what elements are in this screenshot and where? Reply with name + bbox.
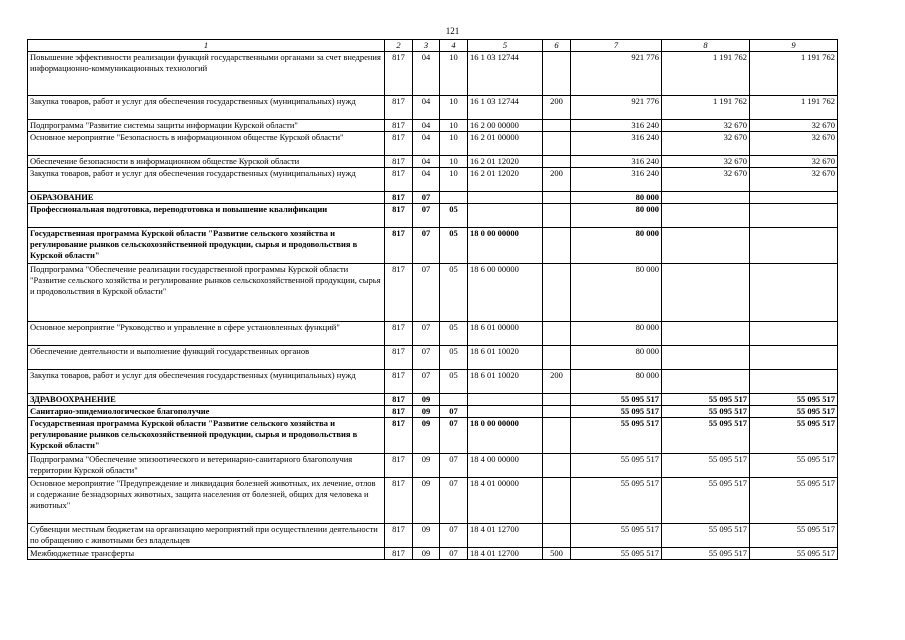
row-code-section: 07 (413, 370, 440, 394)
row-amount-col7: 55 095 517 (571, 548, 662, 560)
row-code-section: 07 (413, 192, 440, 204)
row-code-ministry: 817 (385, 204, 413, 228)
row-amount-col7: 55 095 517 (571, 406, 662, 418)
row-amount-col7: 316 240 (571, 156, 662, 168)
row-amount-col9: 55 095 517 (750, 418, 838, 454)
row-amount-col8: 1 191 762 (662, 52, 750, 96)
header-cell: 5 (468, 40, 543, 52)
row-code-expense-type: 200 (543, 168, 571, 192)
row-code-subsection: 10 (440, 132, 468, 156)
row-code-article (468, 406, 543, 418)
row-name: Основное мероприятие "Безопасность в информационном обществе Курской области" (28, 132, 385, 156)
row-amount-col7: 55 095 517 (571, 454, 662, 478)
row-name: Подпрограмма "Развитие системы защиты информации Курской области" (28, 120, 385, 132)
row-code-ministry: 817 (385, 132, 413, 156)
header-cell: 4 (440, 40, 468, 52)
header-cell: 6 (543, 40, 571, 52)
row-code-ministry: 817 (385, 264, 413, 322)
row-code-expense-type: 200 (543, 370, 571, 394)
row-code-subsection: 10 (440, 156, 468, 168)
row-amount-col7: 316 240 (571, 120, 662, 132)
row-amount-col9: 55 095 517 (750, 548, 838, 560)
row-code-expense-type (543, 132, 571, 156)
row-code-expense-type (543, 120, 571, 132)
table-row (28, 394, 838, 406)
table-row (28, 418, 838, 454)
table-row (28, 370, 838, 394)
row-amount-col8: 32 670 (662, 156, 750, 168)
header-cell: 9 (750, 40, 838, 52)
row-name: Основное мероприятие "Предупреждение и ликвидация болезней животных, их лечение, отлов и содержание безнадзорных животных, защита населения от болезней, общих для человека и животных" (28, 478, 385, 524)
row-code-section: 09 (413, 524, 440, 548)
row-code-expense-type (543, 418, 571, 454)
row-code-expense-type (543, 406, 571, 418)
row-name: Санитарно-эпидемиологическое благополучие (28, 406, 385, 418)
header-cell: 7 (571, 40, 662, 52)
row-code-expense-type: 500 (543, 548, 571, 560)
row-amount-col9: 55 095 517 (750, 478, 838, 524)
table-row (28, 156, 838, 168)
row-amount-col9 (750, 346, 838, 370)
row-code-section: 09 (413, 418, 440, 454)
row-amount-col7: 80 000 (571, 204, 662, 228)
header-cell: 3 (413, 40, 440, 52)
row-amount-col7: 921 776 (571, 96, 662, 120)
table-row (28, 52, 838, 96)
row-code-expense-type (543, 52, 571, 96)
row-name: Подпрограмма "Обеспечение эпизоотического и ветеринарно-санитарного благополучия территории Курской области" (28, 454, 385, 478)
row-amount-col9: 55 095 517 (750, 406, 838, 418)
row-amount-col8 (662, 322, 750, 346)
row-amount-col8: 1 191 762 (662, 96, 750, 120)
row-code-section: 04 (413, 156, 440, 168)
row-amount-col9: 32 670 (750, 132, 838, 156)
row-name: Обеспечение деятельности и выполнение функций государственных органов (28, 346, 385, 370)
row-amount-col8 (662, 370, 750, 394)
row-amount-col7: 80 000 (571, 370, 662, 394)
row-amount-col8: 32 670 (662, 132, 750, 156)
row-code-article: 18 0 00 00000 (468, 228, 543, 264)
row-code-subsection: 10 (440, 120, 468, 132)
row-code-ministry: 817 (385, 322, 413, 346)
row-amount-col8: 55 095 517 (662, 478, 750, 524)
row-amount-col7: 921 776 (571, 52, 662, 96)
row-name: Субвенции местным бюджетам на организацию мероприятий при осуществлении деятельности по обращению с животными без владельцев (28, 524, 385, 548)
row-code-ministry: 817 (385, 370, 413, 394)
table-row (28, 524, 838, 548)
row-amount-col8: 55 095 517 (662, 418, 750, 454)
row-code-subsection: 10 (440, 52, 468, 96)
row-code-subsection: 05 (440, 204, 468, 228)
row-code-expense-type: 200 (543, 96, 571, 120)
row-code-article: 16 2 00 00000 (468, 120, 543, 132)
row-code-expense-type (543, 204, 571, 228)
row-amount-col9 (750, 228, 838, 264)
table-row (28, 120, 838, 132)
row-code-expense-type (543, 478, 571, 524)
row-code-ministry: 817 (385, 96, 413, 120)
row-name: Государственная программа Курской области "Развитие сельского хозяйства и регулирование рынков сельскохозяйственной продукции, сырья и продовольствия в Курской области" (28, 228, 385, 264)
row-code-ministry: 817 (385, 168, 413, 192)
table-row (28, 548, 838, 560)
row-code-article: 18 4 01 00000 (468, 478, 543, 524)
row-code-subsection: 05 (440, 264, 468, 322)
header-row (28, 40, 838, 52)
row-amount-col9: 55 095 517 (750, 454, 838, 478)
row-code-article: 18 4 01 12700 (468, 524, 543, 548)
row-amount-col8: 55 095 517 (662, 454, 750, 478)
row-code-ministry: 817 (385, 454, 413, 478)
row-name: Профессиональная подготовка, переподготовка и повышение квалификации (28, 204, 385, 228)
row-code-subsection: 07 (440, 548, 468, 560)
row-code-subsection (440, 192, 468, 204)
row-code-ministry: 817 (385, 394, 413, 406)
row-code-ministry: 817 (385, 418, 413, 454)
row-amount-col8 (662, 264, 750, 322)
row-code-section: 04 (413, 132, 440, 156)
header-cell: 8 (662, 40, 750, 52)
row-amount-col9: 55 095 517 (750, 394, 838, 406)
row-code-expense-type (543, 228, 571, 264)
row-code-section: 09 (413, 548, 440, 560)
row-code-section: 04 (413, 96, 440, 120)
row-code-subsection: 05 (440, 322, 468, 346)
row-code-subsection: 10 (440, 168, 468, 192)
table-row (28, 406, 838, 418)
row-code-section: 07 (413, 346, 440, 370)
row-amount-col9: 1 191 762 (750, 52, 838, 96)
row-amount-col8 (662, 204, 750, 228)
row-code-ministry: 817 (385, 52, 413, 96)
row-name: Государственная программа Курской области "Развитие сельского хозяйства и регулирование рынков сельскохозяйственной продукции, сырья и продовольствия в Курской области" (28, 418, 385, 454)
row-amount-col7: 316 240 (571, 168, 662, 192)
row-code-article: 16 1 03 12744 (468, 96, 543, 120)
table-row (28, 96, 838, 120)
row-amount-col7: 55 095 517 (571, 418, 662, 454)
table-row (28, 322, 838, 346)
row-code-section: 07 (413, 322, 440, 346)
header-cell: 1 (28, 40, 385, 52)
row-amount-col7: 55 095 517 (571, 478, 662, 524)
row-amount-col7: 55 095 517 (571, 394, 662, 406)
row-code-subsection: 10 (440, 96, 468, 120)
row-code-section: 04 (413, 52, 440, 96)
row-amount-col8: 55 095 517 (662, 406, 750, 418)
table-row (28, 132, 838, 156)
row-name: Основное мероприятие "Руководство и управление в сфере установленных функций" (28, 322, 385, 346)
row-code-section: 09 (413, 406, 440, 418)
table-row (28, 478, 838, 524)
row-amount-col7: 80 000 (571, 264, 662, 322)
row-amount-col9: 1 191 762 (750, 96, 838, 120)
row-code-subsection: 07 (440, 478, 468, 524)
row-code-expense-type (543, 192, 571, 204)
row-code-expense-type (543, 454, 571, 478)
row-code-subsection: 07 (440, 524, 468, 548)
row-code-expense-type (543, 156, 571, 168)
page-number: 121 (445, 26, 460, 36)
row-name: Подпрограмма "Обеспечение реализации государственной программы Курской области "Развитие сельского хозяйства и регулирование рынков сельскохозяйственной продукции, сырья и продовольствия в Курской области" (28, 264, 385, 322)
row-code-article: 18 6 01 10020 (468, 346, 543, 370)
row-amount-col8 (662, 228, 750, 264)
row-code-section: 09 (413, 478, 440, 524)
row-code-section: 04 (413, 168, 440, 192)
row-code-ministry: 817 (385, 156, 413, 168)
table-row (28, 192, 838, 204)
row-code-section: 07 (413, 264, 440, 322)
row-code-ministry: 817 (385, 406, 413, 418)
row-amount-col8: 55 095 517 (662, 394, 750, 406)
row-code-subsection: 07 (440, 406, 468, 418)
row-code-article: 16 2 01 12020 (468, 168, 543, 192)
budget-table (27, 39, 838, 560)
row-code-article (468, 394, 543, 406)
row-code-subsection (440, 394, 468, 406)
row-name: Обеспечение безопасности в информационном обществе Курской области (28, 156, 385, 168)
row-name: Закупка товаров, работ и услуг для обеспечения государственных (муниципальных) нужд (28, 168, 385, 192)
row-amount-col7: 55 095 517 (571, 524, 662, 548)
row-amount-col9 (750, 370, 838, 394)
table-row (28, 204, 838, 228)
row-amount-col7: 316 240 (571, 132, 662, 156)
row-amount-col8: 32 670 (662, 120, 750, 132)
row-name: Закупка товаров, работ и услуг для обеспечения государственных (муниципальных) нужд (28, 96, 385, 120)
row-code-article: 18 6 01 10020 (468, 370, 543, 394)
row-amount-col8 (662, 346, 750, 370)
row-amount-col9: 55 095 517 (750, 524, 838, 548)
row-code-article: 16 2 01 00000 (468, 132, 543, 156)
row-amount-col9: 32 670 (750, 156, 838, 168)
row-code-subsection: 05 (440, 228, 468, 264)
row-code-ministry: 817 (385, 548, 413, 560)
header-cell: 2 (385, 40, 413, 52)
row-code-ministry: 817 (385, 120, 413, 132)
row-code-ministry: 817 (385, 228, 413, 264)
row-amount-col8: 55 095 517 (662, 524, 750, 548)
row-amount-col9: 32 670 (750, 120, 838, 132)
row-amount-col8: 55 095 517 (662, 548, 750, 560)
row-name: Межбюджетные трансферты (28, 548, 385, 560)
row-amount-col7: 80 000 (571, 346, 662, 370)
row-code-expense-type (543, 394, 571, 406)
row-code-expense-type (543, 264, 571, 322)
table-row (28, 346, 838, 370)
row-amount-col9 (750, 204, 838, 228)
row-code-section: 04 (413, 120, 440, 132)
row-code-ministry: 817 (385, 478, 413, 524)
table-row (28, 264, 838, 322)
row-amount-col7: 80 000 (571, 228, 662, 264)
row-code-ministry: 817 (385, 192, 413, 204)
row-amount-col8: 32 670 (662, 168, 750, 192)
row-code-article: 16 2 01 12020 (468, 156, 543, 168)
row-amount-col9 (750, 322, 838, 346)
row-code-section: 09 (413, 394, 440, 406)
row-code-subsection: 07 (440, 454, 468, 478)
row-code-ministry: 817 (385, 524, 413, 548)
table-row (28, 168, 838, 192)
row-code-expense-type (543, 524, 571, 548)
row-code-article: 18 4 01 12700 (468, 548, 543, 560)
row-code-subsection: 05 (440, 346, 468, 370)
row-name: ЗДРАВООХРАНЕНИЕ (28, 394, 385, 406)
row-name: ОБРАЗОВАНИЕ (28, 192, 385, 204)
row-code-article (468, 204, 543, 228)
row-code-article (468, 192, 543, 204)
row-amount-col7: 80 000 (571, 322, 662, 346)
table-row (28, 228, 838, 264)
row-code-expense-type (543, 346, 571, 370)
row-code-subsection: 07 (440, 418, 468, 454)
row-code-article: 16 1 03 12744 (468, 52, 543, 96)
row-amount-col9 (750, 192, 838, 204)
row-code-article: 18 4 00 00000 (468, 454, 543, 478)
table-row (28, 454, 838, 478)
row-code-section: 07 (413, 204, 440, 228)
row-amount-col8 (662, 192, 750, 204)
row-code-article: 18 6 01 00000 (468, 322, 543, 346)
row-name: Закупка товаров, работ и услуг для обеспечения государственных (муниципальных) нужд (28, 370, 385, 394)
row-code-subsection: 05 (440, 370, 468, 394)
row-code-article: 18 6 00 00000 (468, 264, 543, 322)
row-code-expense-type (543, 322, 571, 346)
row-code-article: 18 0 00 00000 (468, 418, 543, 454)
row-code-section: 07 (413, 228, 440, 264)
row-code-section: 09 (413, 454, 440, 478)
row-amount-col9: 32 670 (750, 168, 838, 192)
row-code-ministry: 817 (385, 346, 413, 370)
row-amount-col7: 80 000 (571, 192, 662, 204)
row-amount-col9 (750, 264, 838, 322)
row-name: Повышение эффективности реализации функций государственными органами за счет внедрения информационно-коммуникационных технологий (28, 52, 385, 96)
